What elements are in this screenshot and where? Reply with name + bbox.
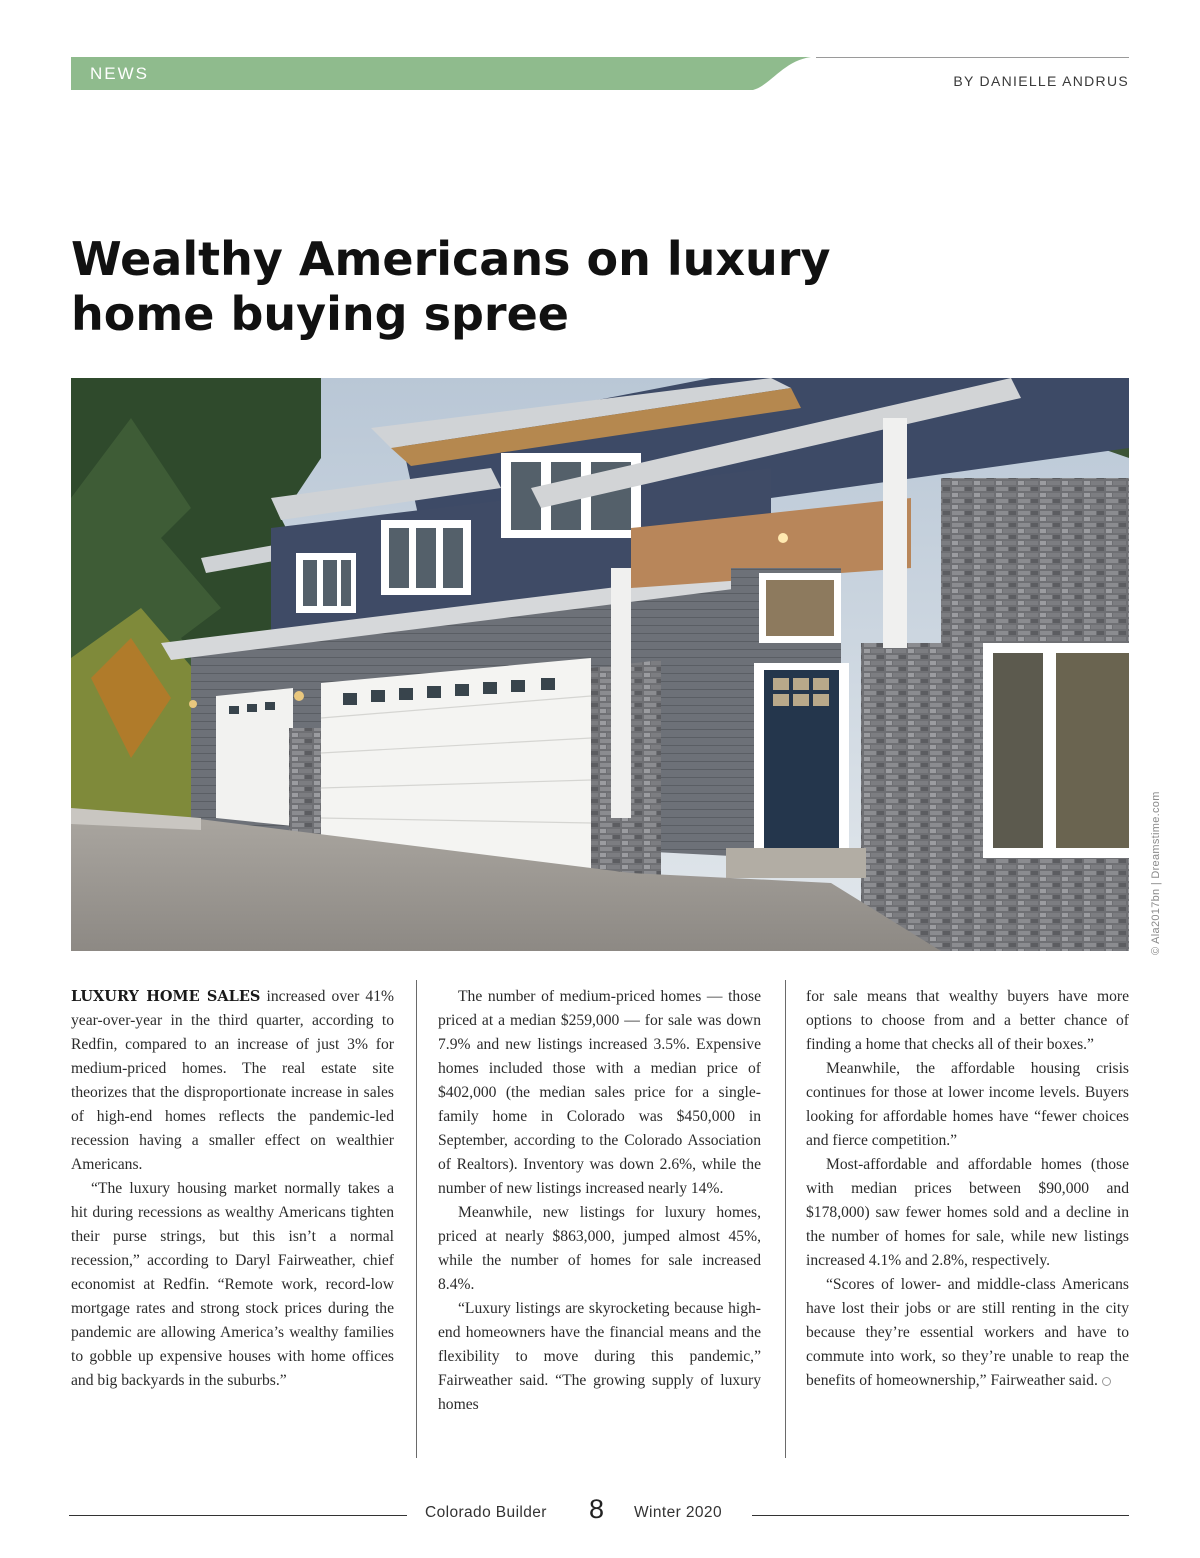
paragraph bbox=[806, 1273, 1129, 1393]
footer-rule-left bbox=[69, 1515, 407, 1516]
paragraph: “The luxury housing market normally takes a hit during recessions as wealthy Americans tighten their purse strings, but this isn’t a normal recession,” according to Daryl Fairweather, chief economist at Redfin. “Remote work, record-low mortgage rates and strong stock prices during the pandemic are allowing America’s wealthy families to gobble up expensive houses with home offices and big backyards in the suburbs.” bbox=[71, 1180, 394, 1389]
paragraph: for sale means that wealthy buyers have more options to choose from and a better chance of finding a home that checks all of their boxes.” bbox=[806, 988, 1129, 1053]
body-column-2 bbox=[438, 985, 761, 1417]
paragraph: Meanwhile, new listings for luxury homes, priced at nearly $863,000, jumped almost 45%, while the number of homes for sale increased 8.4%. bbox=[438, 1204, 761, 1293]
footer-rule-right bbox=[752, 1515, 1129, 1516]
paragraph-text: “Scores of lower- and middle-class Americans have lost their jobs or are still renting in the city because they’re essential workers and have to commute into work, so they’re unable to reap the benefits of homeownership,” Fairweather said. bbox=[806, 1276, 1129, 1389]
house-illustration bbox=[71, 378, 1129, 951]
paragraph bbox=[71, 985, 394, 1177]
paragraph: Most-affordable and affordable homes (those with median prices between $90,000 and $178,000) saw fewer homes sold and a decline in the number of homes for sale, while new listings increased 4.1% and 2.8%, respectively. bbox=[806, 1156, 1129, 1269]
house-photo bbox=[71, 378, 1129, 951]
photo-credit: © Ala2017bn | Dreamstime.com bbox=[1150, 791, 1162, 955]
paragraph: The number of medium-priced homes — those priced at a median $259,000 — for sale was down 7.9% and new listings increased 3.5%. Expensive homes included those with a median price of $402,000 (the median sales price for a single-family home in Colorado was $450,000 in September, according to the Colorado Association of Realtors). Inventory was down 2.6%, while the number of new listings increased nearly 14%. bbox=[438, 988, 761, 1197]
end-mark-icon bbox=[1102, 1377, 1111, 1386]
section-label: NEWS bbox=[90, 64, 149, 83]
page-number: 8 bbox=[589, 1494, 605, 1524]
article-title-line2: home buying spree bbox=[71, 287, 570, 341]
paragraph: “Luxury listings are skyrocketing because high-end homeowners have the financial means and the flexibility to move during this pandemic,” Fairweather said. “The growing supply of luxury homes bbox=[438, 1300, 761, 1413]
lead-in: LUXURY HOME SALES bbox=[71, 988, 261, 1005]
byline: BY DANIELLE ANDRUS bbox=[953, 73, 1129, 89]
body-column-3 bbox=[806, 985, 1129, 1393]
column-divider bbox=[416, 980, 417, 1458]
footer-publication: Colorado Builder bbox=[425, 1504, 547, 1521]
column-divider bbox=[785, 980, 786, 1458]
footer-issue: Winter 2020 bbox=[634, 1504, 722, 1521]
paragraph-text: increased over 41% year-over-year in the third quarter, according to Redfin, compared to an increase of just 3% for medium-priced homes. The real estate site theorizes that the disproportionate increase in sales of high-end homes reflects the pandemic-led recession having a smaller effect on wealthier Americans. bbox=[71, 988, 394, 1173]
paragraph: Meanwhile, the affordable housing crisis continues for those at lower income levels. Buyers looking for affordable homes have “fewer choices and fierce competition.” bbox=[806, 1060, 1129, 1149]
body-column-1 bbox=[71, 985, 394, 1393]
article-title-line1: Wealthy Americans on luxury bbox=[71, 232, 831, 286]
article-title bbox=[71, 232, 971, 342]
